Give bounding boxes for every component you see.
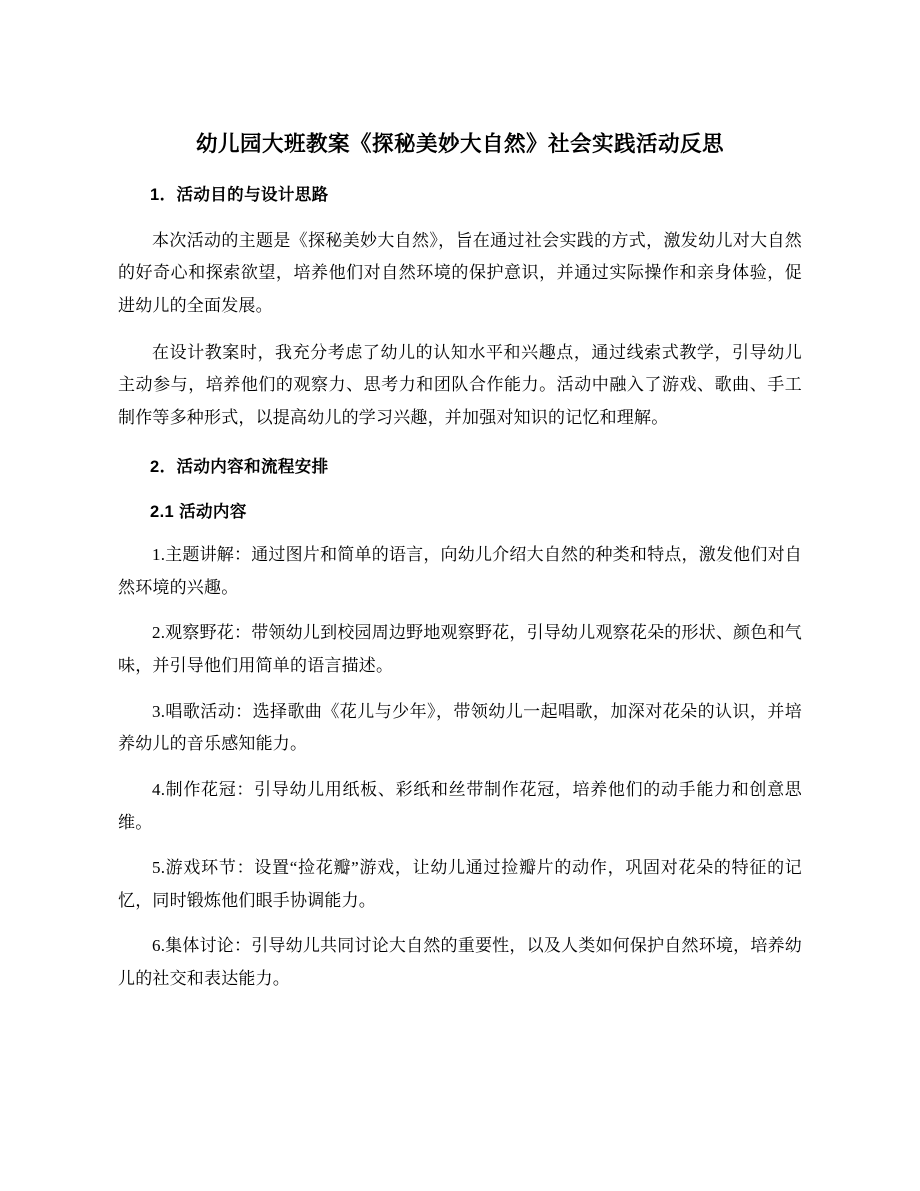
page-title: 幼儿园大班教案《探秘美妙大自然》社会实践活动反思 [195, 132, 724, 156]
section-heading-1: 1．活动目的与设计思路 [150, 186, 329, 205]
list-item: 1.主题讲解：通过图片和简单的语言，向幼儿介绍大自然的种类和特点，激发他们对自然环境的兴趣。 [118, 545, 802, 597]
section-1-paragraph-2: 在设计教案时，我充分考虑了幼儿的认知水平和兴趣点，通过线索式教学，引导幼儿主动参与，培养他们的观察力、思考力和团队合作能力。活动中融入了游戏、歌曲、手工制作等多种形式，以提高幼儿的学习兴趣，并加强对知识的记忆和理解。 [118, 342, 802, 427]
section-1-paragraph-1: 本次活动的主题是《探秘美妙大自然》，旨在通过社会实践的方式，激发幼儿对大自然的好奇心和探索欲望，培养他们对自然环境的保护意识，并通过实际操作和亲身体验，促进幼儿的全面发展。 [118, 230, 802, 315]
list-item: 2.观察野花：带领幼儿到校园周边野地观察野花，引导幼儿观察花朵的形状、颜色和气味，并引导他们用简单的语言描述。 [118, 623, 802, 676]
list-item: 5.游戏环节：设置“捡花瓣”游戏，让幼儿通过捡瓣片的动作，巩固对花朵的特征的记忆，同时锻炼他们眼手协调能力。 [118, 858, 802, 910]
list-item: 6.集体讨论：引导幼儿共同讨论大自然的重要性，以及人类如何保护自然环境，培养幼儿的社交和表达能力。 [118, 936, 802, 989]
section-heading-2: 2．活动内容和流程安排 [150, 458, 329, 477]
list-item: 4.制作花冠：引导幼儿用纸板、彩纸和丝带制作花冠，培养他们的动手能力和创意思维。 [118, 779, 802, 832]
list-item: 3.唱歌活动：选择歌曲《花儿与少年》，带领幼儿一起唱歌，加深对花朵的认识，并培养幼儿的音乐感知能力。 [118, 701, 802, 754]
section-subheading-2-1: 2.1 活动内容 [150, 502, 247, 521]
